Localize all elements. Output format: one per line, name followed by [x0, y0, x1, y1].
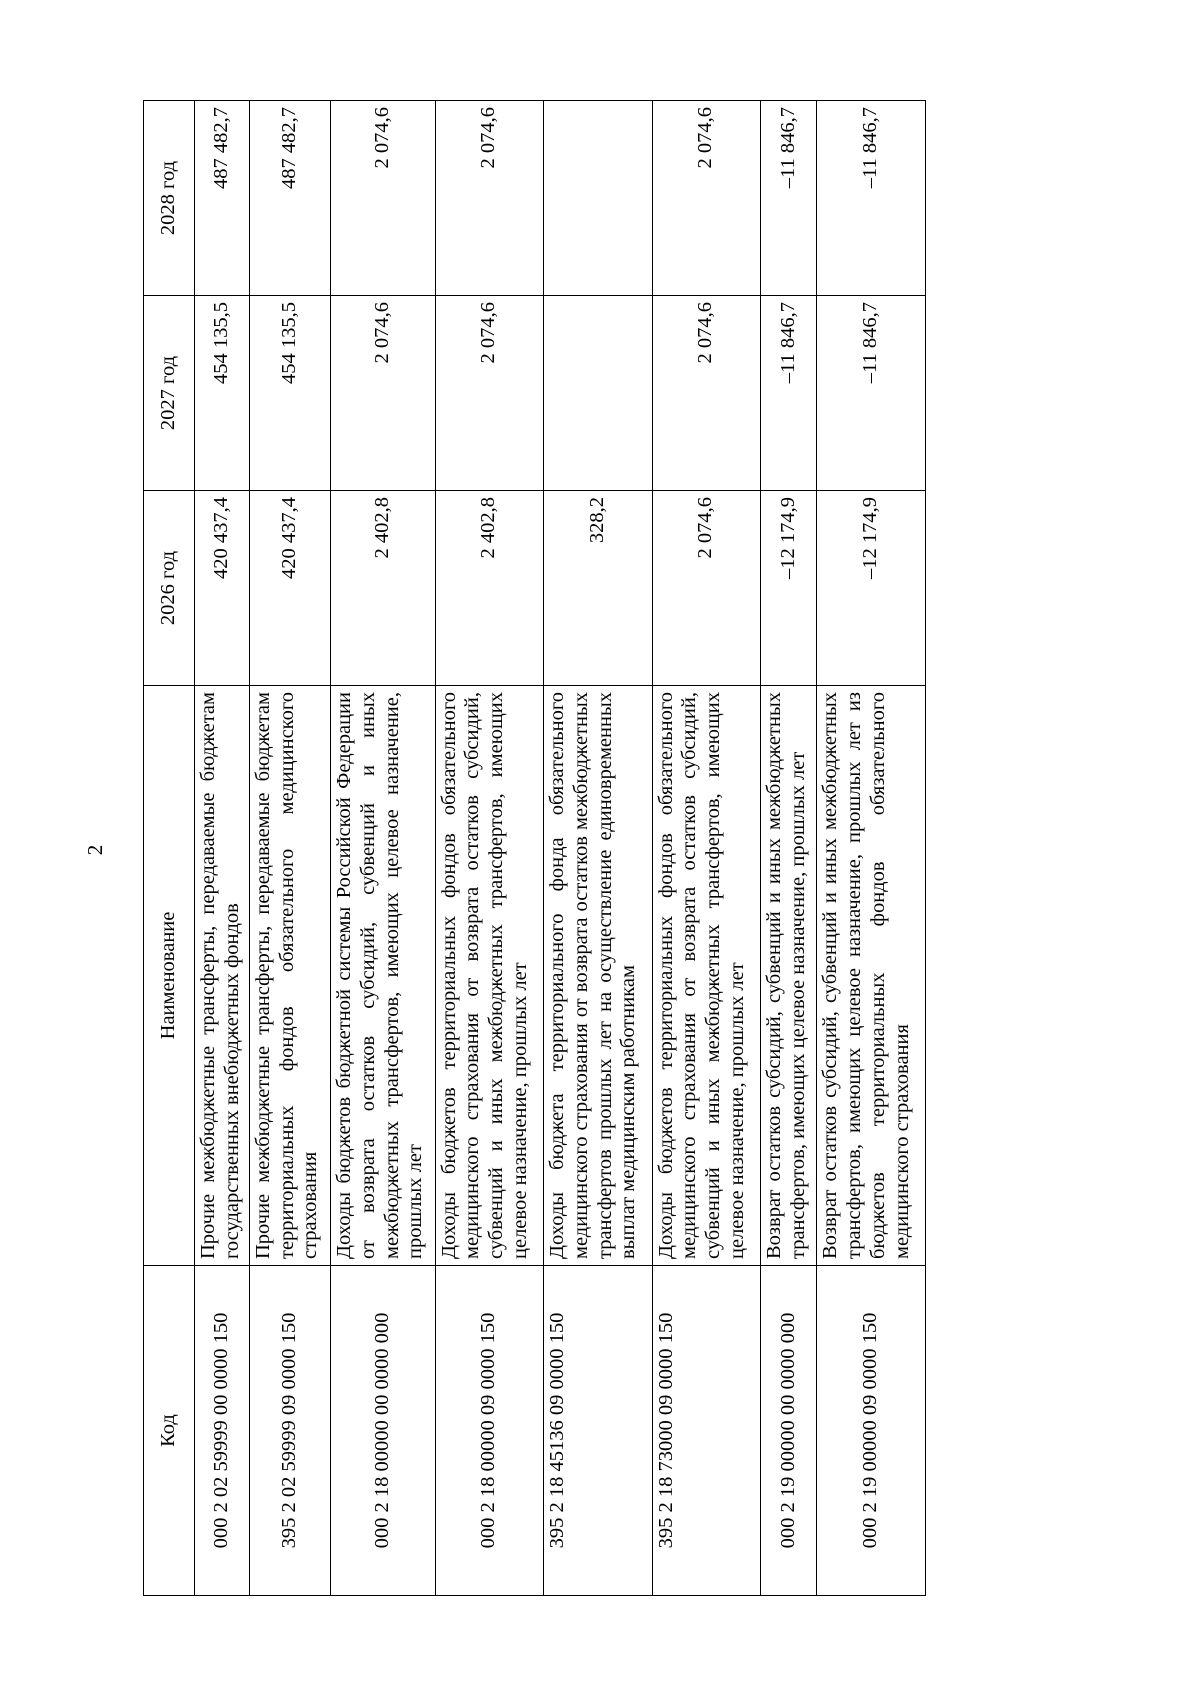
cell-name: Возврат остатков субсидий, субвенций и иных межбюджетных трансфертов, имеющих целевое назначение, прошлых лет [761, 686, 817, 1266]
cell-code: 000 2 02 59999 00 0000 150 [195, 1266, 250, 1596]
cell-2026: 2 402,8 [435, 491, 544, 686]
cell-2026: 2 402,8 [331, 491, 435, 686]
header-2026: 2026 год [144, 491, 195, 686]
header-code: Код [144, 1266, 195, 1596]
cell-2026: 420 437,4 [249, 491, 330, 686]
cell-code: 000 2 19 00000 00 0000 000 [761, 1266, 817, 1596]
cell-2028: –11 846,7 [817, 101, 926, 296]
cell-name: Доходы бюджета территориального фонда обязательного медицинского страхования от возврата остатков межбюджетных трансфертов прошлых лет на осуществление единовременных выплат медицинским работникам [544, 686, 653, 1266]
cell-2027: 454 135,5 [195, 296, 250, 491]
cell-name: Прочие межбюджетные трансферты, передаваемые бюджетам государственных внебюджетных фондов [195, 686, 250, 1266]
cell-2026: 2 074,6 [652, 491, 761, 686]
table-row [435, 101, 544, 1596]
cell-name: Доходы бюджетов территориальных фондов обязательного медицинского страхования от возврата остатков субсидий, субвенций и иных межбюджетных трансфертов, имеющих целевое назначение, прошлых лет [435, 686, 544, 1266]
cell-code: 000 2 18 00000 09 0000 150 [435, 1266, 544, 1596]
table-row [195, 101, 250, 1596]
cell-name: Возврат остатков субсидий, субвенций и иных межбюджетных трансфертов, имеющих целевое назначение, прошлых лет из бюджетов территориальных фондов обязательного медицинского страхования [817, 686, 926, 1266]
header-2027: 2027 год [144, 296, 195, 491]
cell-code: 395 2 02 59999 09 0000 150 [249, 1266, 330, 1596]
cell-name: Доходы бюджетов территориальных фондов обязательного медицинского страхования от возврата остатков субсидий, субвенций и иных межбюджетных трансфертов, имеющих целевое назначение, прошлых лет [652, 686, 761, 1266]
cell-name: Доходы бюджетов бюджетной системы Российской Федерации от возврата остатков субсидий, субвенций и иных межбюджетных трансфертов, имеющих целевое назначение, прошлых лет [331, 686, 435, 1266]
cell-2028: 2 074,6 [435, 101, 544, 296]
cell-2027 [544, 296, 653, 491]
cell-2026: –12 174,9 [761, 491, 817, 686]
cell-2028: 487 482,7 [195, 101, 250, 296]
header-name: Наименование [144, 686, 195, 1266]
page-number: 2 [83, 844, 107, 856]
cell-2028: –11 846,7 [761, 101, 817, 296]
table-header-row [144, 101, 195, 1596]
cell-2028 [544, 101, 653, 296]
cell-2026: 420 437,4 [195, 491, 250, 686]
cell-2027: 2 074,6 [331, 296, 435, 491]
cell-2027: 2 074,6 [435, 296, 544, 491]
table-row [249, 101, 330, 1596]
cell-2027: –11 846,7 [817, 296, 926, 491]
cell-2027: 454 135,5 [249, 296, 330, 491]
cell-name: Прочие межбюджетные трансферты, передаваемые бюджетам территориальных фондов обязательного медицинского страхования [249, 686, 330, 1266]
cell-2026: 328,2 [544, 491, 653, 686]
cell-code: 000 2 19 00000 09 0000 150 [817, 1266, 926, 1596]
cell-2027: 2 074,6 [652, 296, 761, 491]
table-row [817, 101, 926, 1596]
budget-table [143, 100, 926, 1596]
table-row [331, 101, 435, 1596]
cell-code: 395 2 18 73000 09 0000 150 [652, 1266, 761, 1596]
table-row [652, 101, 761, 1596]
table-row [761, 101, 817, 1596]
cell-2026: –12 174,9 [817, 491, 926, 686]
cell-code: 000 2 18 00000 00 0000 000 [331, 1266, 435, 1596]
table-row [544, 101, 653, 1596]
cell-2027: –11 846,7 [761, 296, 817, 491]
rotated-table-container [143, 100, 926, 1596]
cell-2028: 487 482,7 [249, 101, 330, 296]
header-2028: 2028 год [144, 101, 195, 296]
cell-2028: 2 074,6 [652, 101, 761, 296]
cell-2028: 2 074,6 [331, 101, 435, 296]
cell-code: 395 2 18 45136 09 0000 150 [544, 1266, 653, 1596]
